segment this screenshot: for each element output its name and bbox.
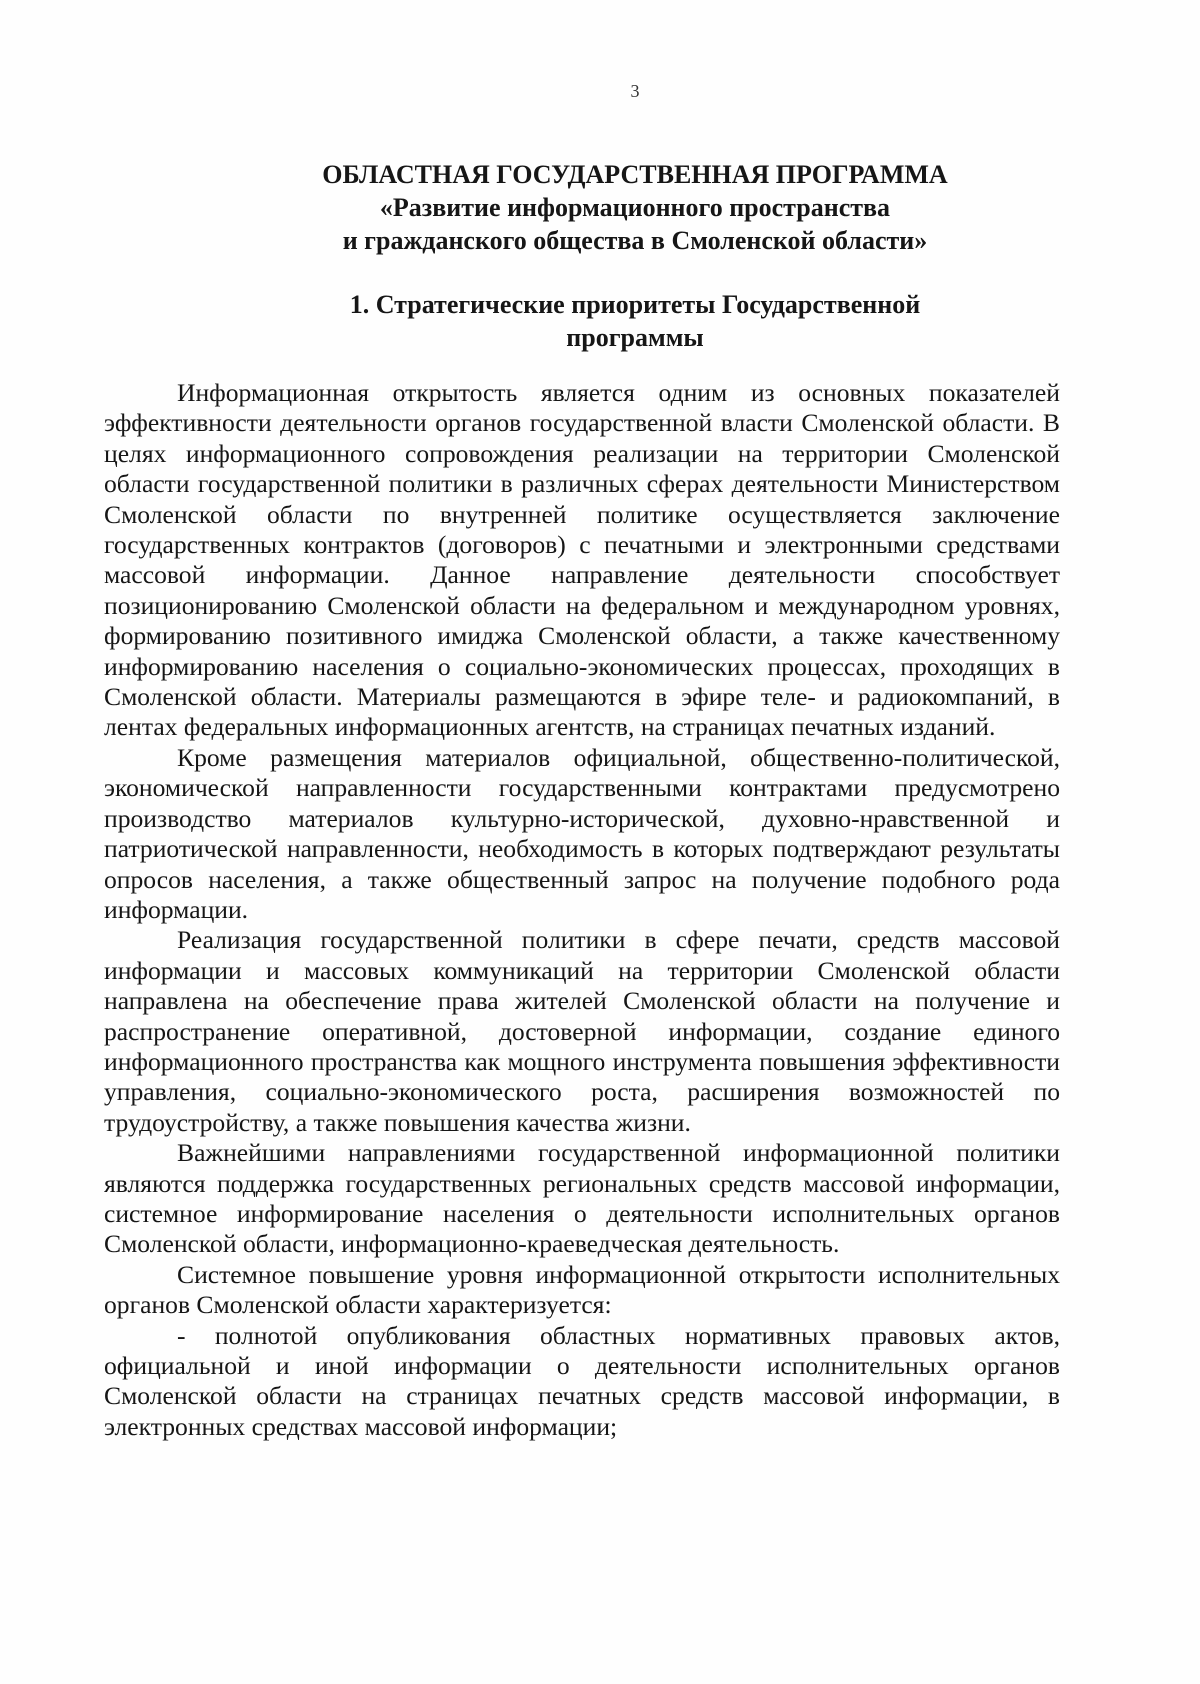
program-title-line-1: ОБЛАСТНАЯ ГОСУДАРСТВЕННАЯ ПРОГРАММА bbox=[322, 160, 948, 189]
program-title-line-3: и гражданского общества в Смоленской области» bbox=[342, 226, 928, 255]
page-number: 3 bbox=[630, 81, 640, 101]
program-title bbox=[200, 158, 1070, 257]
paragraph-key-directions: Важнейшими направлениями государственной информационной политики являются поддержка государственных региональных средств массовой информации, системное информирование населения о деятельности исполнительных органов Смоленской области, информационно-краеведческая деятельность. bbox=[104, 1138, 1060, 1259]
program-title-line-2: «Развитие информационного пространства bbox=[379, 193, 891, 222]
body-text bbox=[104, 378, 1060, 1442]
section-title bbox=[200, 288, 1070, 354]
paragraph-openness-level: Системное повышение уровня информационной открытости исполнительных органов Смоленской области характеризуется: bbox=[104, 1259, 1060, 1320]
section-title-line-2: программы bbox=[566, 323, 704, 352]
paragraph-list-item-publication: - полнотой опубликования областных нормативных правовых актов, официальной и иной информации о деятельности исполнительных органов Смоленской области на страницах печатных средств массовой информации, в электронных средствах массовой информации; bbox=[104, 1320, 1060, 1441]
section-title-line-1: 1. Стратегические приоритеты Государственной bbox=[349, 290, 921, 319]
paragraph-materials-placement: Кроме размещения материалов официальной, общественно-политической, экономической направленности государственными контрактами предусмотрено производство материалов культурно-исторической, духовно-нравственной и патриотической направленности, необходимость в которых подтверждают результаты опросов населения, а также общественный запрос на получение подобного рода информации. bbox=[104, 742, 1060, 924]
paragraph-state-policy: Реализация государственной политики в сфере печати, средств массовой информации и массовых коммуникаций на территории Смоленской области направлена на обеспечение права жителей Смоленской области на получение и распространение оперативной, достоверной информации, создание единого информационного пространства как мощного инструмента повышения эффективности управления, социально-экономического роста, расширения возможностей по трудоустройству, а также повышения качества жизни. bbox=[104, 925, 1060, 1137]
paragraph-information-openness: Информационная открытость является одним из основных показателей эффективности деятельности органов государственной власти Смоленской области. В целях информационного сопровождения реализации на территории Смоленской области государственной политики в различных сферах деятельности Министерством Смоленской области по внутренней политике осуществляется заключение государственных контрактов (договоров) с печатными и электронными средствами массовой информации. Данное направление деятельности способствует позиционированию Смоленской области на федеральном и международном уровнях, формированию позитивного имиджа Смоленской области, а также качественному информированию населения о социально-экономических процессах, проходящих в Смоленской области. Материалы размещаются в эфире теле- и радиокомпаний, в лентах федеральных информационных агентств, на страницах печатных изданий. bbox=[104, 378, 1060, 742]
